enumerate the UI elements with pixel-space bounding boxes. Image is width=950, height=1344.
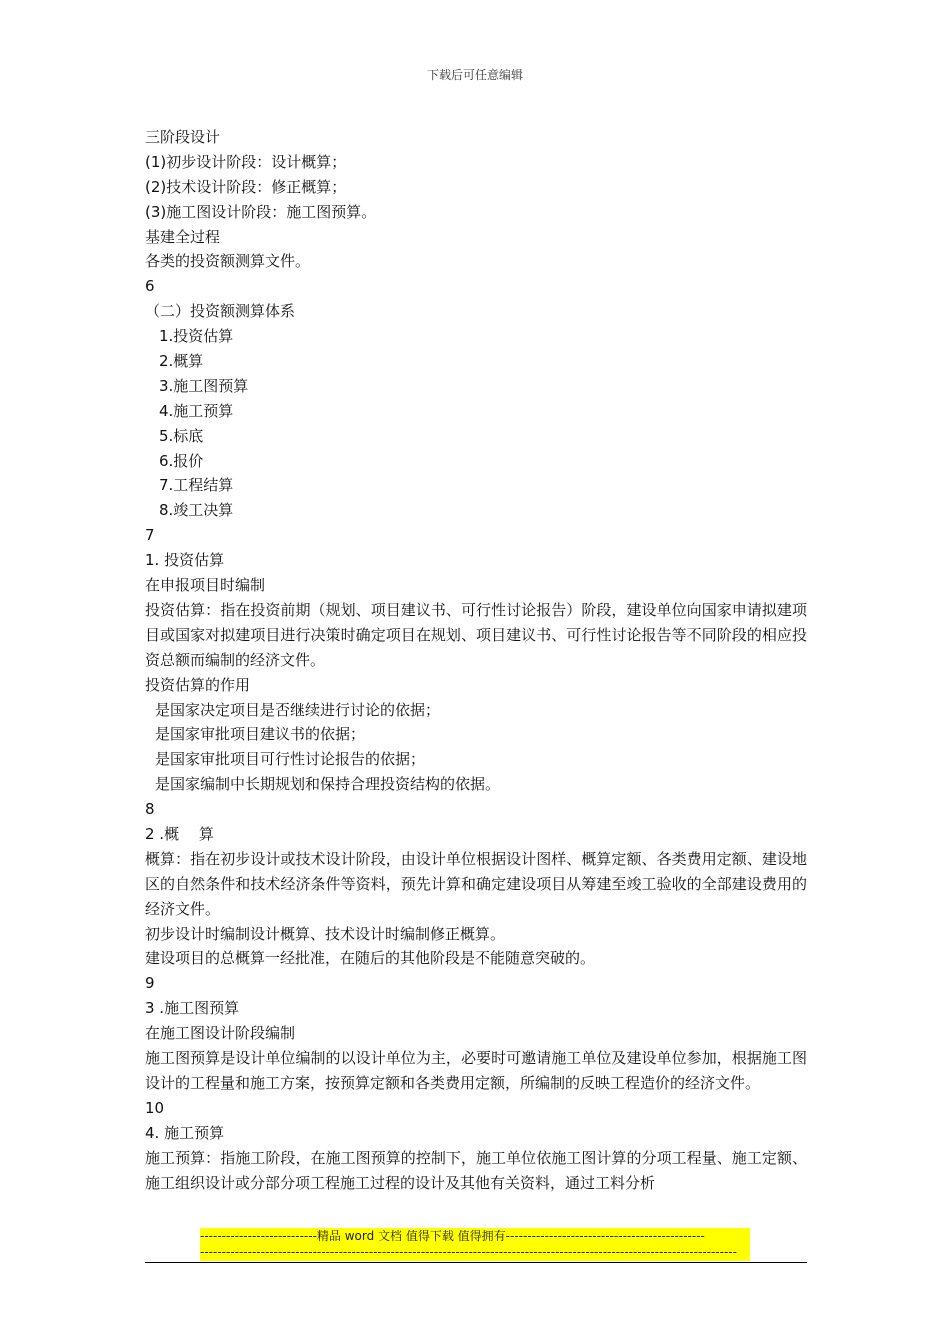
- list-item: 是国家审批项目建议书的依据；: [155, 725, 366, 744]
- footer-banner-line: ---------------------------精品 word 文档 值得下载 值得拥有----------------------------------------------: [200, 1229, 705, 1243]
- text-line: (1)初步设计阶段：设计概算；: [145, 152, 347, 171]
- section-heading: （二）投资额测算体系: [145, 302, 296, 321]
- paragraph: 施工图预算是设计单位编制的以设计单位为主，必要时可邀请施工单位及建设单位参加，根据施工图设计的工程量和施工方案，按预算定额和各类费用定额，所编制的反映工程造价的经济文件。: [145, 1049, 807, 1092]
- text-line: 投资估算的作用: [145, 675, 251, 694]
- slide-number: 6: [145, 277, 155, 296]
- section-heading: 4. 施工预算: [145, 1123, 225, 1142]
- text-line: 在申报项目时编制: [145, 576, 266, 595]
- list-item: 是国家编制中长期规划和保持合理投资结构的依据。: [155, 775, 501, 794]
- list-item: 是国家决定项目是否继续进行讨论的依据；: [155, 700, 441, 719]
- list-item: 5.标底: [159, 426, 204, 445]
- footer-banner: [200, 1228, 750, 1261]
- text-line: 在施工图设计阶段编制: [145, 1024, 296, 1043]
- list-item: 4.施工预算: [159, 401, 234, 420]
- page-header: 下载后可任意编辑: [426, 68, 523, 82]
- list-item: 8.竣工决算: [159, 501, 234, 520]
- list-item: 7.工程结算: [159, 476, 234, 495]
- text-line: 初步设计时编制设计概算、技术设计时编制修正概算。: [145, 924, 506, 943]
- list-item: 3.施工图预算: [159, 376, 249, 395]
- section-heading: 3 .施工图预算: [145, 999, 240, 1018]
- slide-number: 7: [145, 526, 155, 545]
- text-line: (2)技术设计阶段：修正概算；: [145, 177, 347, 196]
- document-body: [145, 125, 807, 1195]
- paragraph: 概算：指在初步设计或技术设计阶段，由设计单位根据设计图样、概算定额、各类费用定额、建设地区的自然条件和技术经济条件等资料，预先计算和确定建设项目从筹建至竣工验收的全部建设费用的经济文件。: [145, 849, 807, 918]
- text-line: 基建全过程: [145, 227, 221, 246]
- text-line: 各类的投资额测算文件。: [145, 252, 311, 271]
- text-line: 建设项目的总概算一经批准，在随后的其他阶段是不能随意突破的。: [145, 949, 596, 968]
- list-item: 是国家审批项目可行性讨论报告的依据；: [155, 750, 426, 769]
- section-heading: 1. 投资估算: [145, 551, 225, 570]
- footer-banner-line: ----------------------------------------------------------------------------------------------------------------------------: [200, 1245, 737, 1259]
- text-line: (3)施工图设计阶段：施工图预算。: [145, 202, 377, 221]
- list-item: 6.报价: [159, 451, 204, 470]
- section-heading: 三阶段设计: [145, 128, 221, 146]
- paragraph: 投资估算：指在投资前期（规划、项目建议书、可行性讨论报告）阶段，建设单位向国家申请拟建项目或国家对拟建项目进行决策时确定项目在规划、项目建议书、可行性讨论报告等不同阶段的相应投资总额而编制的经济文件。: [145, 600, 807, 669]
- slide-number: 8: [145, 800, 155, 819]
- slide-number: 10: [145, 1098, 165, 1117]
- section-heading: 2 .概 算: [145, 824, 214, 843]
- list-item: 1.投资估算: [159, 327, 234, 346]
- paragraph: 施工预算：指施工阶段，在施工图预算的控制下，施工单位依施工图计算的分项工程量、施工定额、施工组织设计或分部分项工程施工过程的设计及其他有关资料，通过工料分析: [145, 1148, 807, 1192]
- footer-divider: [145, 1262, 807, 1263]
- list-item: 2.概算: [159, 352, 204, 371]
- slide-number: 9: [145, 974, 155, 993]
